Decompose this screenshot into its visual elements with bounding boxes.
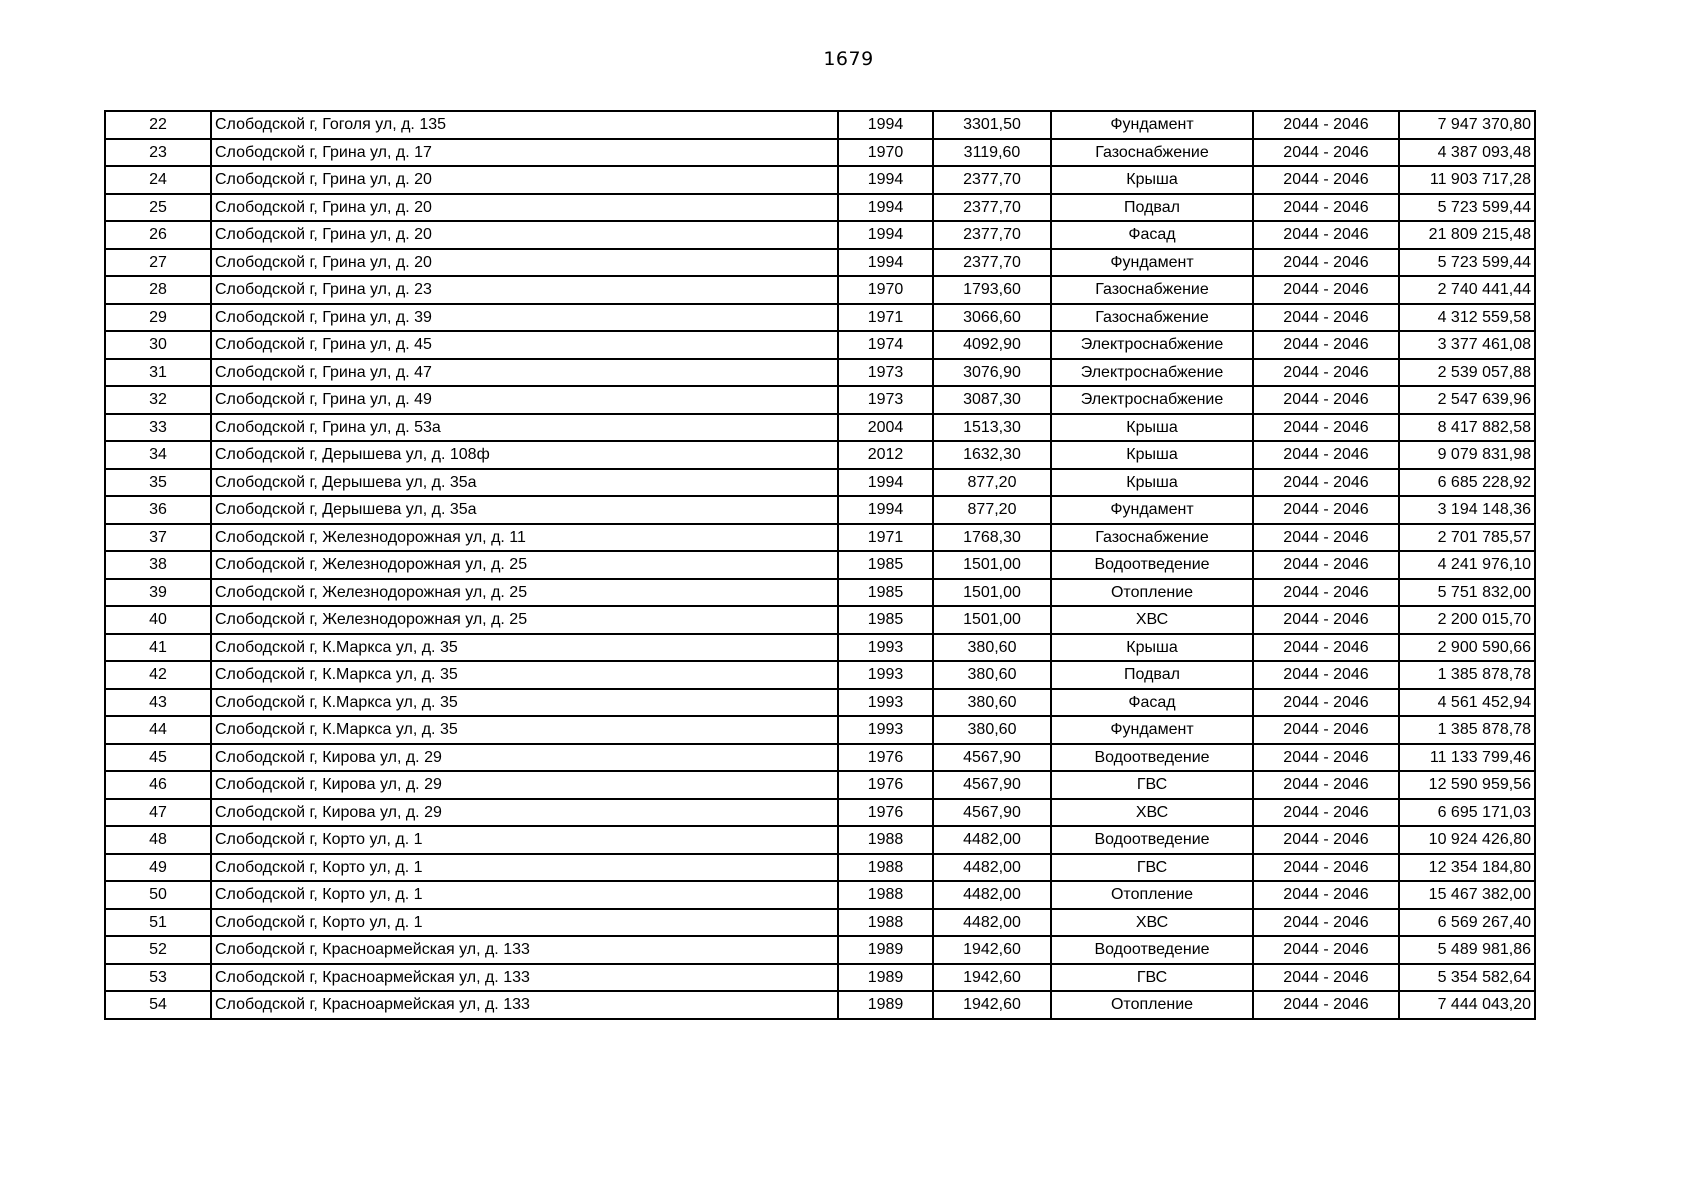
work-type-cell: Подвал	[1051, 661, 1253, 689]
year-built-cell: 1994	[838, 111, 933, 139]
address-cell: Слободской г, Грина ул, д. 20	[211, 221, 838, 249]
row-number-cell: 47	[105, 799, 211, 827]
area-cell: 877,20	[933, 469, 1051, 497]
address-cell: Слободской г, Дерышева ул, д. 35а	[211, 469, 838, 497]
area-cell: 4482,00	[933, 826, 1051, 854]
cost-cell: 5 489 981,86	[1399, 936, 1535, 964]
table-row	[105, 359, 1535, 387]
work-type-cell: Крыша	[1051, 166, 1253, 194]
cost-cell: 9 079 831,98	[1399, 441, 1535, 469]
address-cell: Слободской г, Красноармейская ул, д. 133	[211, 964, 838, 992]
period-cell: 2044 - 2046	[1253, 744, 1399, 772]
area-cell: 1768,30	[933, 524, 1051, 552]
work-type-cell: Водоотведение	[1051, 744, 1253, 772]
table-row	[105, 249, 1535, 277]
year-built-cell: 1994	[838, 194, 933, 222]
period-cell: 2044 - 2046	[1253, 441, 1399, 469]
address-cell: Слободской г, Корто ул, д. 1	[211, 854, 838, 882]
address-cell: Слободской г, Железнодорожная ул, д. 25	[211, 579, 838, 607]
work-type-cell: ГВС	[1051, 854, 1253, 882]
work-type-cell: ХВС	[1051, 799, 1253, 827]
address-cell: Слободской г, Грина ул, д. 17	[211, 139, 838, 167]
cost-cell: 12 354 184,80	[1399, 854, 1535, 882]
table-row	[105, 799, 1535, 827]
work-type-cell: Отопление	[1051, 881, 1253, 909]
period-cell: 2044 - 2046	[1253, 826, 1399, 854]
period-cell: 2044 - 2046	[1253, 276, 1399, 304]
table-row	[105, 579, 1535, 607]
area-cell: 4567,90	[933, 744, 1051, 772]
area-cell: 380,60	[933, 661, 1051, 689]
address-cell: Слободской г, Гоголя ул, д. 135	[211, 111, 838, 139]
row-number-cell: 30	[105, 331, 211, 359]
table-row	[105, 964, 1535, 992]
year-built-cell: 1989	[838, 936, 933, 964]
address-cell: Слободской г, Грина ул, д. 23	[211, 276, 838, 304]
year-built-cell: 1993	[838, 634, 933, 662]
year-built-cell: 1993	[838, 661, 933, 689]
table-row	[105, 744, 1535, 772]
period-cell: 2044 - 2046	[1253, 331, 1399, 359]
area-cell: 2377,70	[933, 194, 1051, 222]
area-cell: 4482,00	[933, 854, 1051, 882]
period-cell: 2044 - 2046	[1253, 249, 1399, 277]
table-row	[105, 634, 1535, 662]
table-row	[105, 716, 1535, 744]
table-row	[105, 689, 1535, 717]
year-built-cell: 1988	[838, 854, 933, 882]
area-cell: 3066,60	[933, 304, 1051, 332]
work-type-cell: Электроснабжение	[1051, 386, 1253, 414]
year-built-cell: 1973	[838, 359, 933, 387]
address-cell: Слободской г, Корто ул, д. 1	[211, 826, 838, 854]
cost-cell: 6 695 171,03	[1399, 799, 1535, 827]
year-built-cell: 1971	[838, 304, 933, 332]
period-cell: 2044 - 2046	[1253, 111, 1399, 139]
year-built-cell: 1989	[838, 991, 933, 1019]
cost-cell: 1 385 878,78	[1399, 661, 1535, 689]
row-number-cell: 46	[105, 771, 211, 799]
address-cell: Слободской г, К.Маркса ул, д. 35	[211, 634, 838, 662]
cost-cell: 10 924 426,80	[1399, 826, 1535, 854]
cost-cell: 15 467 382,00	[1399, 881, 1535, 909]
row-number-cell: 29	[105, 304, 211, 332]
row-number-cell: 32	[105, 386, 211, 414]
cost-cell: 4 312 559,58	[1399, 304, 1535, 332]
address-cell: Слободской г, Грина ул, д. 49	[211, 386, 838, 414]
row-number-cell: 44	[105, 716, 211, 744]
cost-cell: 6 569 267,40	[1399, 909, 1535, 937]
address-cell: Слободской г, Красноармейская ул, д. 133	[211, 936, 838, 964]
row-number-cell: 37	[105, 524, 211, 552]
work-type-cell: ГВС	[1051, 771, 1253, 799]
work-type-cell: Фундамент	[1051, 111, 1253, 139]
page-number: 1679	[823, 48, 874, 70]
row-number-cell: 35	[105, 469, 211, 497]
address-cell: Слободской г, Грина ул, д. 39	[211, 304, 838, 332]
work-type-cell: Крыша	[1051, 441, 1253, 469]
year-built-cell: 1973	[838, 386, 933, 414]
work-type-cell: Газоснабжение	[1051, 304, 1253, 332]
address-cell: Слободской г, Грина ул, д. 20	[211, 249, 838, 277]
cost-cell: 3 377 461,08	[1399, 331, 1535, 359]
cost-cell: 2 547 639,96	[1399, 386, 1535, 414]
row-number-cell: 54	[105, 991, 211, 1019]
address-cell: Слободской г, Железнодорожная ул, д. 25	[211, 551, 838, 579]
table-row	[105, 661, 1535, 689]
cost-cell: 11 133 799,46	[1399, 744, 1535, 772]
table-row	[105, 854, 1535, 882]
cost-cell: 2 200 015,70	[1399, 606, 1535, 634]
cost-cell: 2 539 057,88	[1399, 359, 1535, 387]
period-cell: 2044 - 2046	[1253, 661, 1399, 689]
area-cell: 4092,90	[933, 331, 1051, 359]
period-cell: 2044 - 2046	[1253, 854, 1399, 882]
row-number-cell: 50	[105, 881, 211, 909]
work-type-cell: Водоотведение	[1051, 551, 1253, 579]
cost-cell: 2 701 785,57	[1399, 524, 1535, 552]
repair-schedule-table	[104, 110, 1536, 1020]
table-row	[105, 386, 1535, 414]
area-cell: 1942,60	[933, 991, 1051, 1019]
year-built-cell: 1985	[838, 606, 933, 634]
area-cell: 877,20	[933, 496, 1051, 524]
row-number-cell: 27	[105, 249, 211, 277]
work-type-cell: Фундамент	[1051, 249, 1253, 277]
address-cell: Слободской г, К.Маркса ул, д. 35	[211, 661, 838, 689]
work-type-cell: Фундамент	[1051, 496, 1253, 524]
table-row	[105, 221, 1535, 249]
row-number-cell: 48	[105, 826, 211, 854]
year-built-cell: 1971	[838, 524, 933, 552]
work-type-cell: Фасад	[1051, 689, 1253, 717]
row-number-cell: 33	[105, 414, 211, 442]
table-row	[105, 441, 1535, 469]
work-type-cell: Крыша	[1051, 469, 1253, 497]
table-row	[105, 936, 1535, 964]
work-type-cell: Электроснабжение	[1051, 331, 1253, 359]
year-built-cell: 1994	[838, 249, 933, 277]
row-number-cell: 26	[105, 221, 211, 249]
period-cell: 2044 - 2046	[1253, 386, 1399, 414]
area-cell: 3301,50	[933, 111, 1051, 139]
cost-cell: 5 751 832,00	[1399, 579, 1535, 607]
period-cell: 2044 - 2046	[1253, 991, 1399, 1019]
period-cell: 2044 - 2046	[1253, 771, 1399, 799]
cost-cell: 2 900 590,66	[1399, 634, 1535, 662]
cost-cell: 4 561 452,94	[1399, 689, 1535, 717]
area-cell: 4567,90	[933, 771, 1051, 799]
area-cell: 380,60	[933, 716, 1051, 744]
area-cell: 1942,60	[933, 964, 1051, 992]
table-row	[105, 469, 1535, 497]
address-cell: Слободской г, Корто ул, д. 1	[211, 881, 838, 909]
address-cell: Слободской г, Железнодорожная ул, д. 11	[211, 524, 838, 552]
area-cell: 3076,90	[933, 359, 1051, 387]
area-cell: 380,60	[933, 689, 1051, 717]
work-type-cell: Подвал	[1051, 194, 1253, 222]
address-cell: Слободской г, К.Маркса ул, д. 35	[211, 689, 838, 717]
row-number-cell: 53	[105, 964, 211, 992]
cost-cell: 4 387 093,48	[1399, 139, 1535, 167]
work-type-cell: Газоснабжение	[1051, 524, 1253, 552]
area-cell: 4567,90	[933, 799, 1051, 827]
year-built-cell: 1988	[838, 881, 933, 909]
year-built-cell: 1994	[838, 221, 933, 249]
table-row	[105, 496, 1535, 524]
row-number-cell: 23	[105, 139, 211, 167]
work-type-cell: ХВС	[1051, 909, 1253, 937]
row-number-cell: 39	[105, 579, 211, 607]
table-row	[105, 414, 1535, 442]
year-built-cell: 1994	[838, 469, 933, 497]
cost-cell: 7 947 370,80	[1399, 111, 1535, 139]
row-number-cell: 38	[105, 551, 211, 579]
row-number-cell: 36	[105, 496, 211, 524]
period-cell: 2044 - 2046	[1253, 634, 1399, 662]
area-cell: 1793,60	[933, 276, 1051, 304]
table-row	[105, 826, 1535, 854]
period-cell: 2044 - 2046	[1253, 579, 1399, 607]
cost-cell: 4 241 976,10	[1399, 551, 1535, 579]
table-row	[105, 331, 1535, 359]
cost-cell: 6 685 228,92	[1399, 469, 1535, 497]
area-cell: 3087,30	[933, 386, 1051, 414]
row-number-cell: 49	[105, 854, 211, 882]
cost-cell: 12 590 959,56	[1399, 771, 1535, 799]
period-cell: 2044 - 2046	[1253, 799, 1399, 827]
address-cell: Слободской г, Грина ул, д. 53а	[211, 414, 838, 442]
address-cell: Слободской г, Грина ул, д. 45	[211, 331, 838, 359]
area-cell: 1501,00	[933, 551, 1051, 579]
period-cell: 2044 - 2046	[1253, 496, 1399, 524]
area-cell: 1513,30	[933, 414, 1051, 442]
year-built-cell: 1970	[838, 139, 933, 167]
year-built-cell: 1970	[838, 276, 933, 304]
year-built-cell: 1989	[838, 964, 933, 992]
cost-cell: 11 903 717,28	[1399, 166, 1535, 194]
work-type-cell: ГВС	[1051, 964, 1253, 992]
row-number-cell: 28	[105, 276, 211, 304]
table-row	[105, 276, 1535, 304]
row-number-cell: 43	[105, 689, 211, 717]
year-built-cell: 1994	[838, 496, 933, 524]
address-cell: Слободской г, К.Маркса ул, д. 35	[211, 716, 838, 744]
work-type-cell: Крыша	[1051, 634, 1253, 662]
row-number-cell: 45	[105, 744, 211, 772]
year-built-cell: 2012	[838, 441, 933, 469]
address-cell: Слободской г, Железнодорожная ул, д. 25	[211, 606, 838, 634]
address-cell: Слободской г, Грина ул, д. 20	[211, 166, 838, 194]
period-cell: 2044 - 2046	[1253, 606, 1399, 634]
area-cell: 4482,00	[933, 909, 1051, 937]
year-built-cell: 1976	[838, 744, 933, 772]
year-built-cell: 1993	[838, 689, 933, 717]
address-cell: Слободской г, Кирова ул, д. 29	[211, 799, 838, 827]
row-number-cell: 42	[105, 661, 211, 689]
period-cell: 2044 - 2046	[1253, 689, 1399, 717]
area-cell: 2377,70	[933, 249, 1051, 277]
period-cell: 2044 - 2046	[1253, 716, 1399, 744]
period-cell: 2044 - 2046	[1253, 936, 1399, 964]
work-type-cell: Фундамент	[1051, 716, 1253, 744]
period-cell: 2044 - 2046	[1253, 166, 1399, 194]
period-cell: 2044 - 2046	[1253, 551, 1399, 579]
row-number-cell: 34	[105, 441, 211, 469]
address-cell: Слободской г, Кирова ул, д. 29	[211, 744, 838, 772]
table-row	[105, 166, 1535, 194]
period-cell: 2044 - 2046	[1253, 194, 1399, 222]
area-cell: 4482,00	[933, 881, 1051, 909]
year-built-cell: 1976	[838, 799, 933, 827]
row-number-cell: 41	[105, 634, 211, 662]
work-type-cell: Газоснабжение	[1051, 276, 1253, 304]
table-row	[105, 139, 1535, 167]
year-built-cell: 1976	[838, 771, 933, 799]
table-row	[105, 524, 1535, 552]
cost-cell: 21 809 215,48	[1399, 221, 1535, 249]
period-cell: 2044 - 2046	[1253, 414, 1399, 442]
year-built-cell: 1985	[838, 579, 933, 607]
work-type-cell: Отопление	[1051, 991, 1253, 1019]
address-cell: Слободской г, Красноармейская ул, д. 133	[211, 991, 838, 1019]
address-cell: Слободской г, Дерышева ул, д. 108ф	[211, 441, 838, 469]
cost-cell: 2 740 441,44	[1399, 276, 1535, 304]
work-type-cell: Электроснабжение	[1051, 359, 1253, 387]
work-type-cell: ХВС	[1051, 606, 1253, 634]
area-cell: 3119,60	[933, 139, 1051, 167]
area-cell: 1942,60	[933, 936, 1051, 964]
row-number-cell: 51	[105, 909, 211, 937]
work-type-cell: Газоснабжение	[1051, 139, 1253, 167]
year-built-cell: 1988	[838, 826, 933, 854]
table-row	[105, 771, 1535, 799]
area-cell: 2377,70	[933, 221, 1051, 249]
area-cell: 1632,30	[933, 441, 1051, 469]
cost-cell: 3 194 148,36	[1399, 496, 1535, 524]
address-cell: Слободской г, Грина ул, д. 47	[211, 359, 838, 387]
period-cell: 2044 - 2046	[1253, 139, 1399, 167]
work-type-cell: Водоотведение	[1051, 826, 1253, 854]
row-number-cell: 25	[105, 194, 211, 222]
address-cell: Слободской г, Корто ул, д. 1	[211, 909, 838, 937]
cost-cell: 5 723 599,44	[1399, 194, 1535, 222]
table-row	[105, 881, 1535, 909]
row-number-cell: 24	[105, 166, 211, 194]
area-cell: 1501,00	[933, 606, 1051, 634]
area-cell: 1501,00	[933, 579, 1051, 607]
period-cell: 2044 - 2046	[1253, 881, 1399, 909]
period-cell: 2044 - 2046	[1253, 469, 1399, 497]
year-built-cell: 1993	[838, 716, 933, 744]
cost-cell: 8 417 882,58	[1399, 414, 1535, 442]
address-cell: Слободской г, Кирова ул, д. 29	[211, 771, 838, 799]
period-cell: 2044 - 2046	[1253, 909, 1399, 937]
table-row	[105, 991, 1535, 1019]
period-cell: 2044 - 2046	[1253, 304, 1399, 332]
cost-cell: 7 444 043,20	[1399, 991, 1535, 1019]
table-row	[105, 194, 1535, 222]
period-cell: 2044 - 2046	[1253, 359, 1399, 387]
area-cell: 380,60	[933, 634, 1051, 662]
cost-cell: 1 385 878,78	[1399, 716, 1535, 744]
row-number-cell: 40	[105, 606, 211, 634]
table-body	[105, 111, 1535, 1019]
area-cell: 2377,70	[933, 166, 1051, 194]
table-row	[105, 304, 1535, 332]
table-row	[105, 551, 1535, 579]
work-type-cell: Фасад	[1051, 221, 1253, 249]
work-type-cell: Водоотведение	[1051, 936, 1253, 964]
work-type-cell: Крыша	[1051, 414, 1253, 442]
year-built-cell: 1974	[838, 331, 933, 359]
period-cell: 2044 - 2046	[1253, 524, 1399, 552]
row-number-cell: 22	[105, 111, 211, 139]
table-row	[105, 606, 1535, 634]
address-cell: Слободской г, Дерышева ул, д. 35а	[211, 496, 838, 524]
year-built-cell: 1985	[838, 551, 933, 579]
work-type-cell: Отопление	[1051, 579, 1253, 607]
table-row	[105, 111, 1535, 139]
year-built-cell: 1994	[838, 166, 933, 194]
year-built-cell: 2004	[838, 414, 933, 442]
row-number-cell: 52	[105, 936, 211, 964]
period-cell: 2044 - 2046	[1253, 221, 1399, 249]
cost-cell: 5 354 582,64	[1399, 964, 1535, 992]
cost-cell: 5 723 599,44	[1399, 249, 1535, 277]
table-row	[105, 909, 1535, 937]
row-number-cell: 31	[105, 359, 211, 387]
year-built-cell: 1988	[838, 909, 933, 937]
address-cell: Слободской г, Грина ул, д. 20	[211, 194, 838, 222]
period-cell: 2044 - 2046	[1253, 964, 1399, 992]
